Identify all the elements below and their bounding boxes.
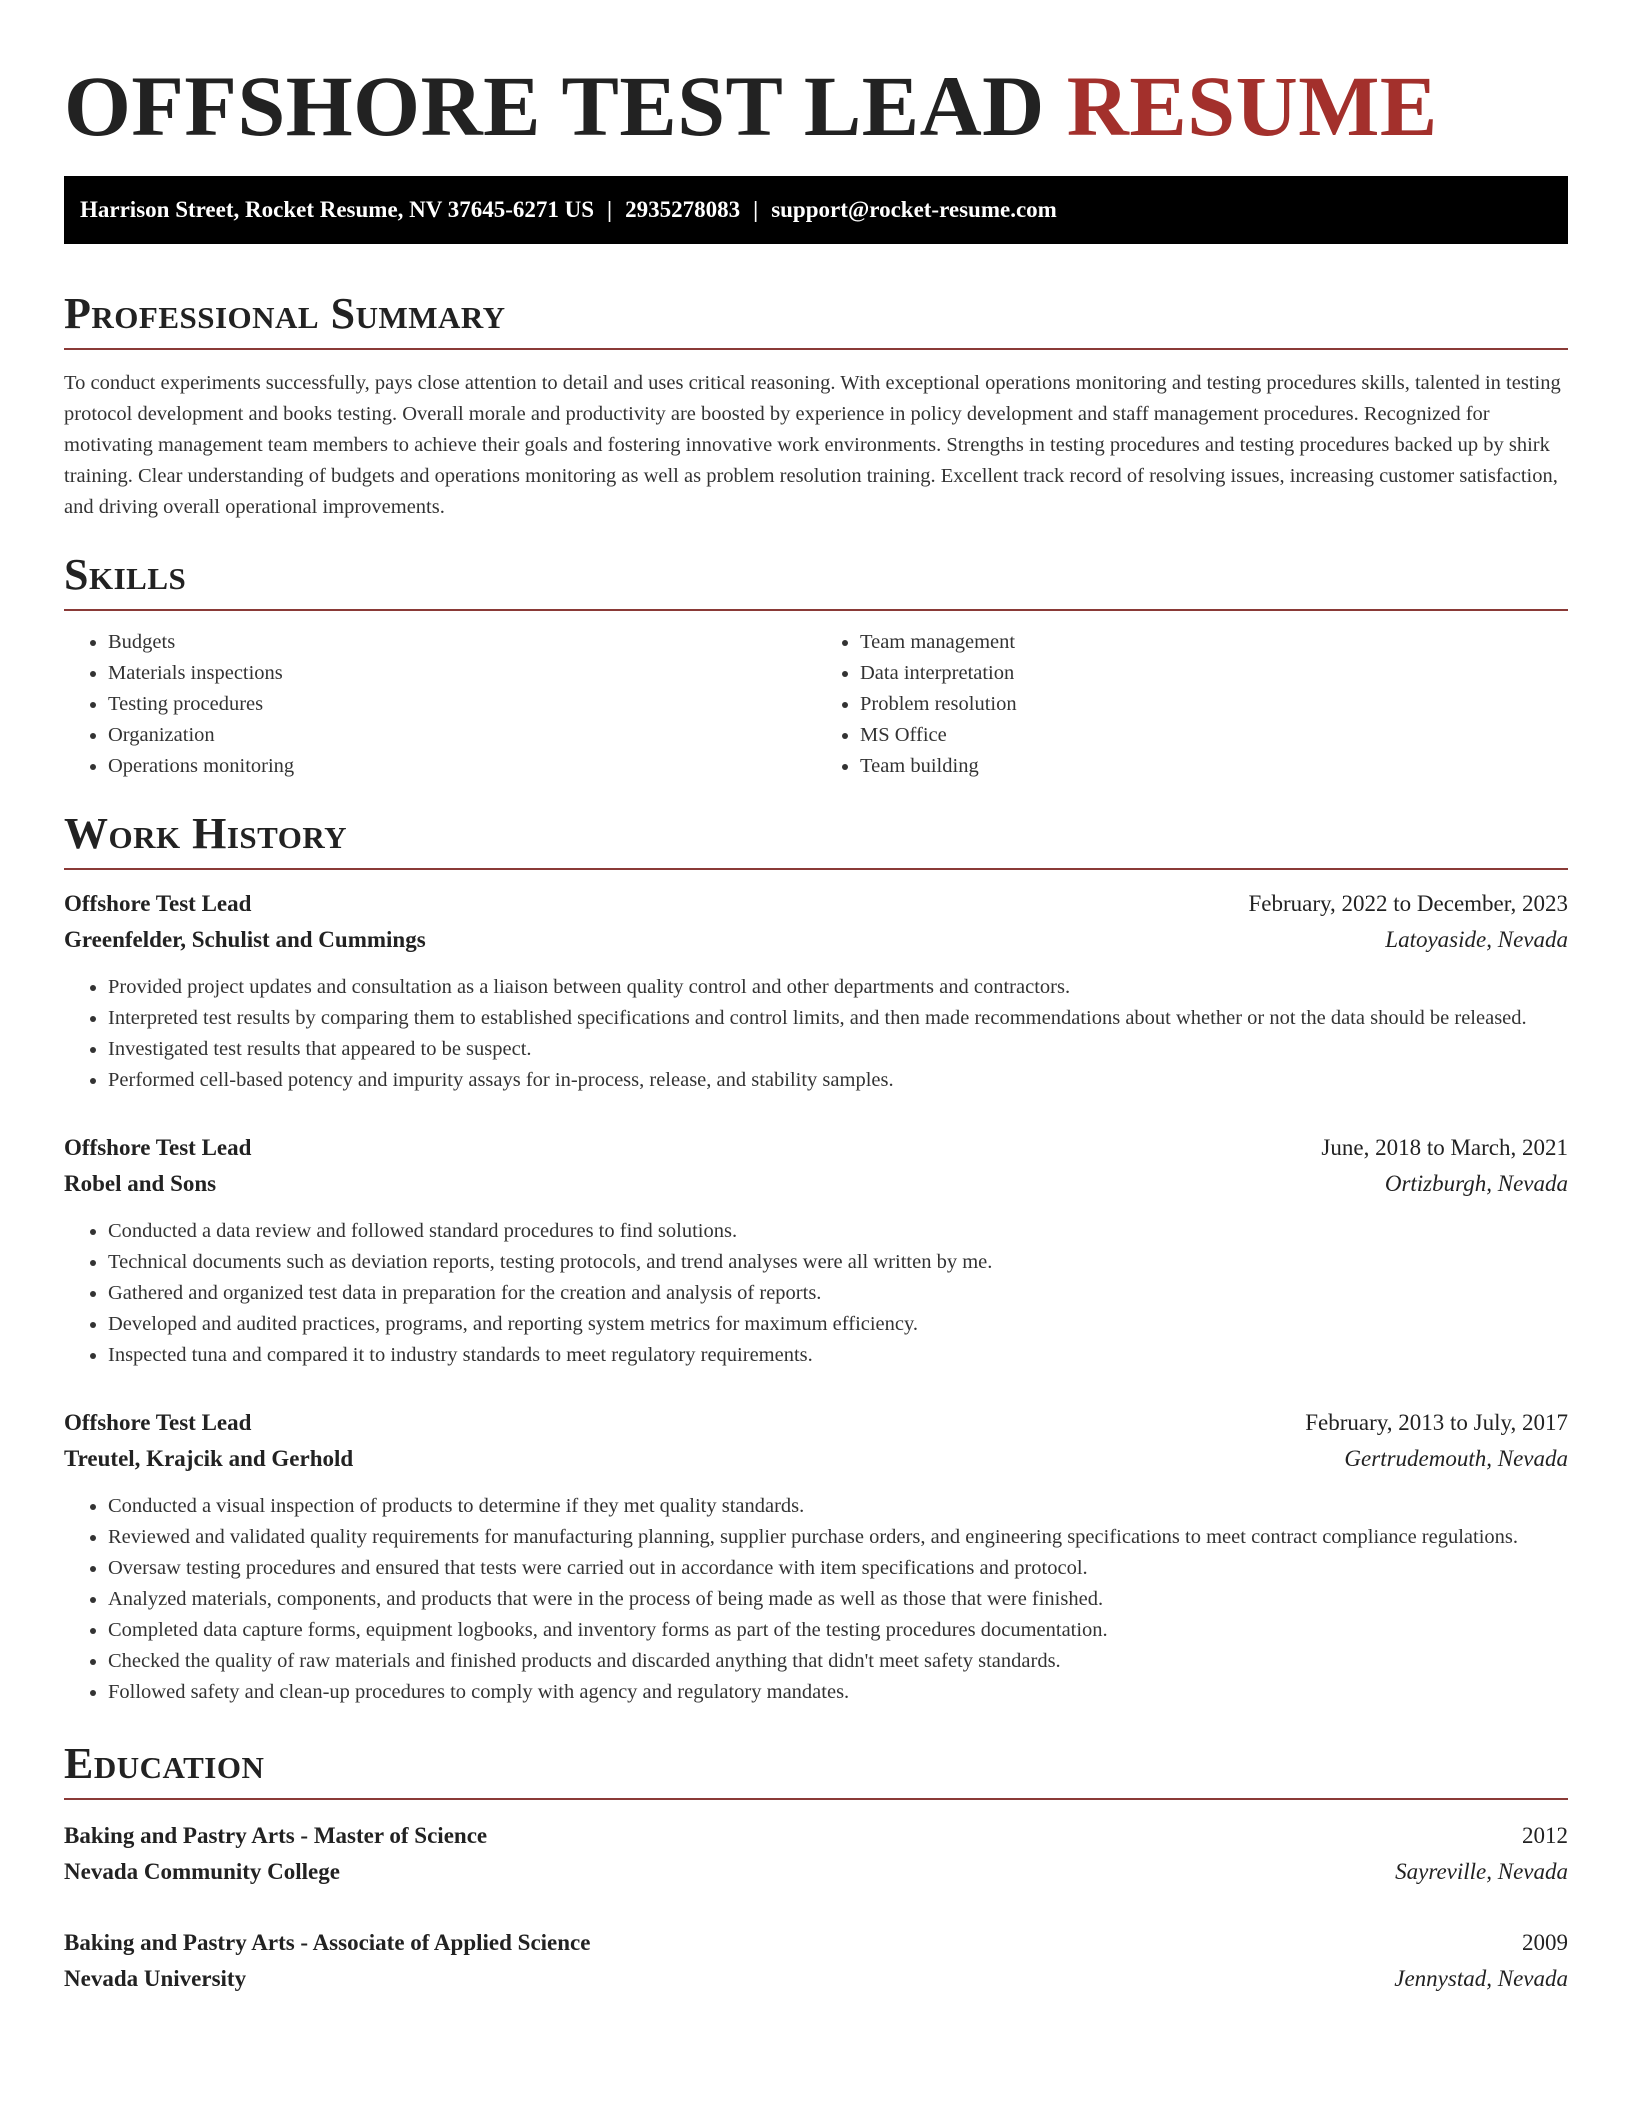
- skill-item: • MS Office: [860, 720, 1568, 751]
- education-year: 2012: [1522, 1823, 1568, 1848]
- work-history-section: [64, 806, 1568, 1708]
- education-location: Sayreville, Nevada: [1395, 1859, 1568, 1884]
- section-divider: [64, 348, 1568, 350]
- job-entry: [64, 1405, 1568, 1708]
- job-bullet: • Completed data capture forms, equipment logbooks, and inventory forms as part of the testing procedures documentation.: [108, 1615, 1568, 1646]
- contact-phone: 2935278083: [625, 197, 741, 222]
- section-divider: [64, 1798, 1568, 1800]
- resume-title: [64, 0, 1568, 156]
- skill-item: • Organization: [108, 720, 816, 751]
- section-divider: [64, 868, 1568, 870]
- education-degree: Baking and Pastry Arts - Master of Science: [64, 1823, 488, 1848]
- job-company-row: [64, 922, 1568, 958]
- job-bullet: • Developed and audited practices, programs, and reporting system metrics for maximum efficiency.: [108, 1309, 1568, 1340]
- job-bullet: • Interpreted test results by comparing them to established specifications and control limits, and then made recommendations about whether or not the data should be released.: [108, 1003, 1568, 1034]
- title-main: OFFSHORE TEST LEAD: [64, 58, 1045, 154]
- job-company: Treutel, Krajcik and Gerhold: [64, 1446, 354, 1471]
- education-header-row: [64, 1925, 1568, 1961]
- job-company: Greenfelder, Schulist and Cummings: [64, 927, 426, 952]
- job-bullet: • Investigated test results that appeared to be suspect.: [108, 1034, 1568, 1065]
- education-school-row: [64, 1854, 1568, 1890]
- job-header-row: [64, 1130, 1568, 1166]
- contact-address: Harrison Street, Rocket Resume, NV 37645-6271 US: [80, 197, 595, 222]
- skill-item: • Team building: [860, 751, 1568, 782]
- education-school: Nevada University: [64, 1966, 247, 1991]
- education-header-row: [64, 1818, 1568, 1854]
- skills-section: [64, 547, 1568, 782]
- education-degree: Baking and Pastry Arts - Associate of Applied Science: [64, 1930, 591, 1955]
- contact-separator: |: [607, 197, 613, 222]
- education-year: 2009: [1522, 1930, 1568, 1955]
- skill-item: • Budgets: [108, 627, 816, 658]
- skill-item: • Team management: [860, 627, 1568, 658]
- contact-email[interactable]: support@rocket-resume.com: [771, 197, 1057, 222]
- job-header-row: [64, 886, 1568, 922]
- work-history-heading: Work History: [64, 809, 348, 858]
- summary-heading: Professional Summary: [64, 289, 506, 338]
- job-location: Gertrudemouth, Nevada: [1344, 1446, 1568, 1471]
- job-bullet: • Technical documents such as deviation reports, testing protocols, and trend analyses were all written by me.: [108, 1247, 1568, 1278]
- contact-bar: [64, 176, 1568, 244]
- skills-grid: [64, 627, 1568, 782]
- job-company-row: [64, 1166, 1568, 1202]
- job-bullet: • Provided project updates and consultation as a liaison between quality control and other departments and contractors.: [108, 972, 1568, 1003]
- job-bullets: [64, 1216, 1568, 1371]
- job-bullet: • Checked the quality of raw materials and finished products and discarded anything that didn't meet safety standards.: [108, 1646, 1568, 1677]
- skills-heading: Skills: [64, 550, 187, 599]
- education-school-row: [64, 1961, 1568, 1997]
- summary-text: To conduct experiments successfully, pays close attention to detail and uses critical reasoning. With exceptional operations monitoring and testing procedures skills, talented in testing protocol development and books testing. Overall morale and productivity are boosted by experience in policy development and staff management procedures. Recognized for motivating management team members to achieve their goals and fostering innovative work environments. Strengths in testing procedures and testing procedures backed up by shirk training. Clear understanding of budgets and operations monitoring as well as problem resolution training. Excellent track record of resolving issues, increasing customer satisfaction, and driving overall operational improvements.: [64, 372, 1561, 518]
- education-entry: [64, 1925, 1568, 1997]
- education-entry: [64, 1818, 1568, 1890]
- skills-list-left: [64, 627, 816, 782]
- job-bullet: • Inspected tuna and compared it to industry standards to meet regulatory requirements.: [108, 1340, 1568, 1371]
- job-bullet: • Analyzed materials, components, and products that were in the process of being made as well as those that were finished.: [108, 1584, 1568, 1615]
- job-dates: June, 2018 to March, 2021: [1321, 1135, 1568, 1160]
- section-divider: [64, 609, 1568, 611]
- education-heading: Education: [64, 1739, 265, 1788]
- job-title: Offshore Test Lead: [64, 891, 252, 916]
- summary-section: [64, 286, 1568, 523]
- job-header-row: [64, 1405, 1568, 1441]
- skill-item: • Materials inspections: [108, 658, 816, 689]
- job-title: Offshore Test Lead: [64, 1410, 252, 1435]
- education-school: Nevada Community College: [64, 1859, 340, 1884]
- job-dates: February, 2013 to July, 2017: [1305, 1410, 1568, 1435]
- job-company-row: [64, 1441, 1568, 1477]
- education-location: Jennystad, Nevada: [1394, 1966, 1568, 1991]
- job-location: Ortizburgh, Nevada: [1384, 1171, 1568, 1196]
- skill-item: • Testing procedures: [108, 689, 816, 720]
- title-accent: RESUME: [1066, 58, 1438, 154]
- job-entry: [64, 1130, 1568, 1371]
- job-location: Latoyaside, Nevada: [1385, 927, 1568, 952]
- job-bullet: • Reviewed and validated quality requirements for manufacturing planning, supplier purchase orders, and engineering specifications to meet contract compliance regulations.: [108, 1522, 1568, 1553]
- skill-item: • Problem resolution: [860, 689, 1568, 720]
- job-bullet: • Followed safety and clean-up procedures to comply with agency and regulatory mandates.: [108, 1677, 1568, 1708]
- job-bullet: • Conducted a data review and followed standard procedures to find solutions.: [108, 1216, 1568, 1247]
- skills-list-right: [816, 627, 1568, 782]
- job-bullets: [64, 1491, 1568, 1708]
- job-bullet: • Performed cell-based potency and impurity assays for in-process, release, and stability samples.: [108, 1065, 1568, 1096]
- skill-item: • Operations monitoring: [108, 751, 816, 782]
- job-bullet: • Conducted a visual inspection of products to determine if they met quality standards.: [108, 1491, 1568, 1522]
- job-title: Offshore Test Lead: [64, 1135, 252, 1160]
- job-company: Robel and Sons: [64, 1171, 217, 1196]
- contact-separator: |: [753, 197, 759, 222]
- job-dates: February, 2022 to December, 2023: [1248, 891, 1568, 916]
- job-bullet: • Gathered and organized test data in preparation for the creation and analysis of reports.: [108, 1278, 1568, 1309]
- job-bullet: • Oversaw testing procedures and ensured that tests were carried out in accordance with item specifications and protocol.: [108, 1553, 1568, 1584]
- job-bullets: [64, 972, 1568, 1096]
- skill-item: • Data interpretation: [860, 658, 1568, 689]
- education-section: [64, 1736, 1568, 1997]
- job-entry: [64, 886, 1568, 1096]
